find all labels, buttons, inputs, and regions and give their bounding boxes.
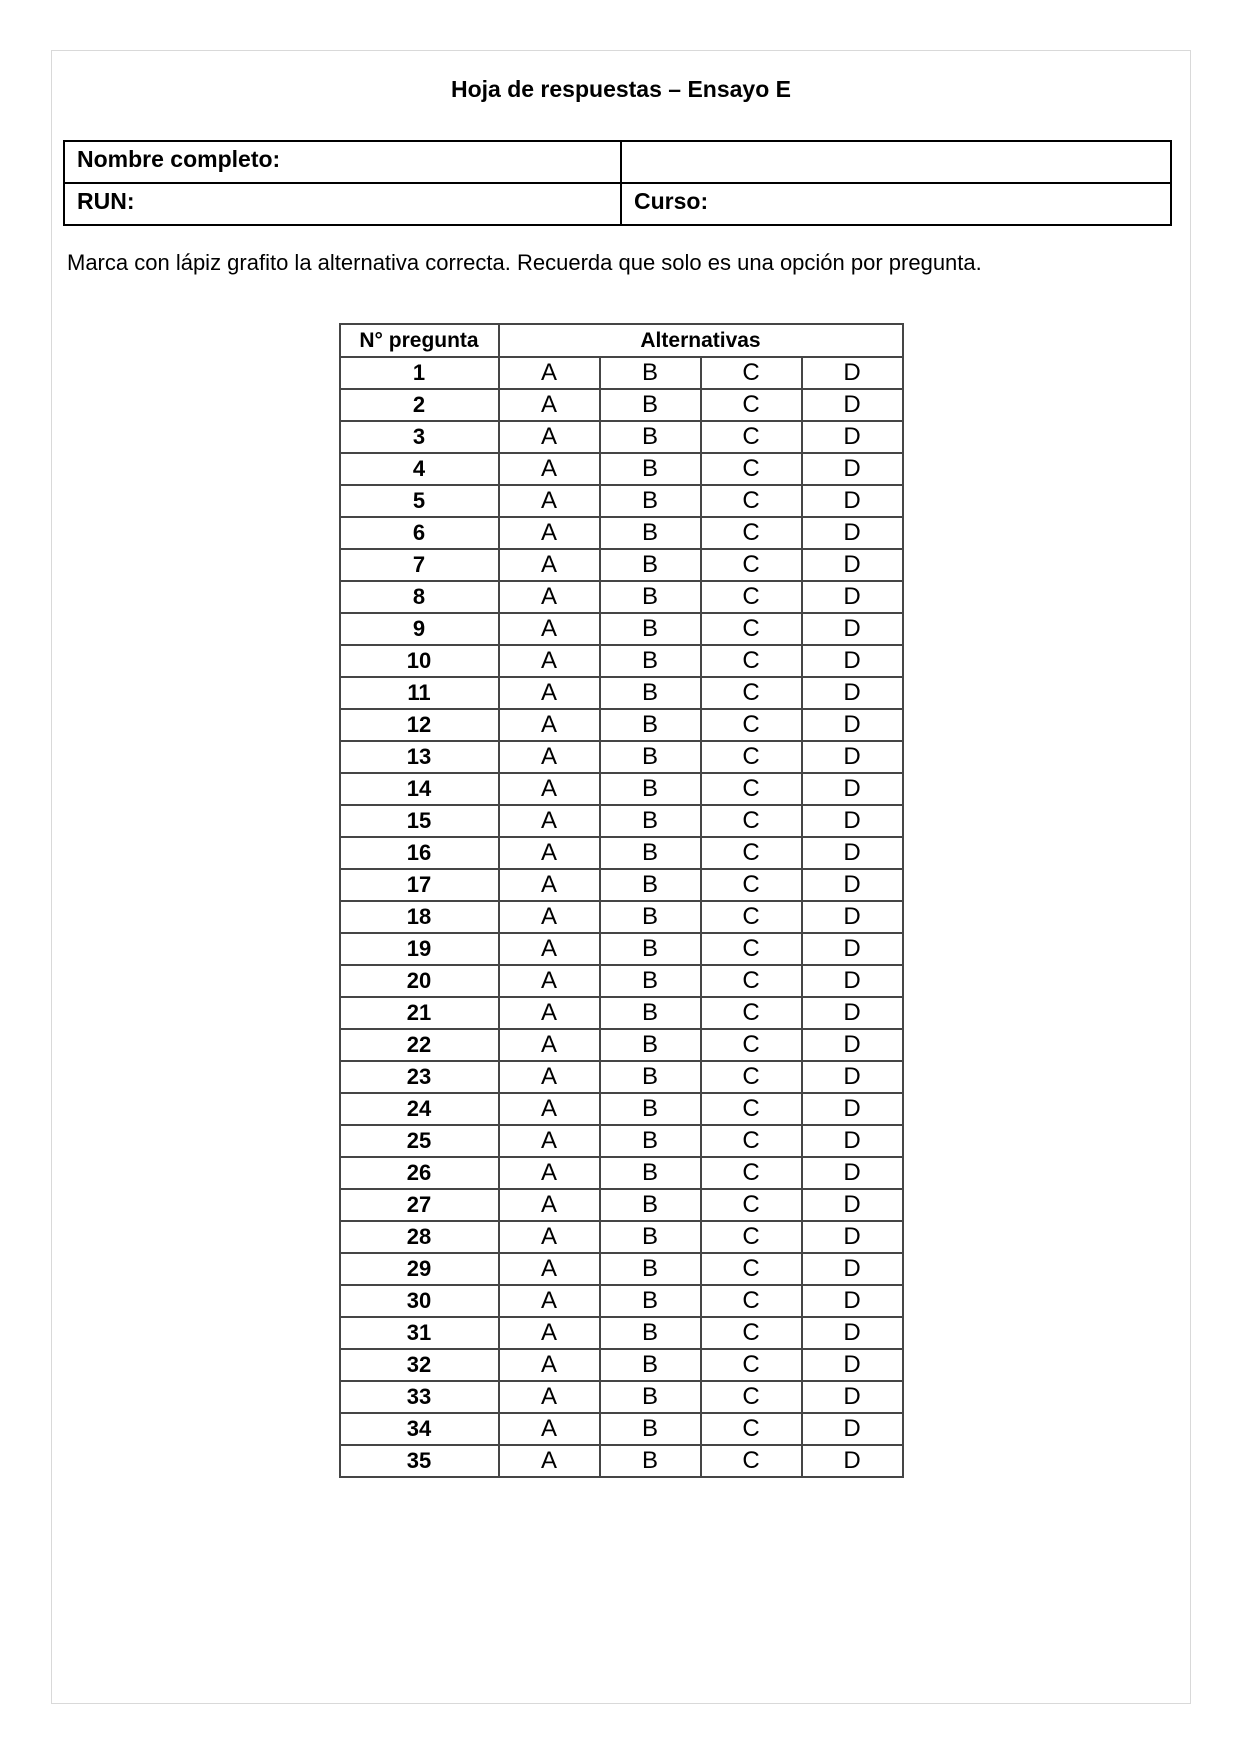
question-number: 7 bbox=[340, 549, 499, 581]
question-number: 11 bbox=[340, 677, 499, 709]
table-row bbox=[340, 1381, 903, 1413]
question-number: 9 bbox=[340, 613, 499, 645]
table-row bbox=[340, 1189, 903, 1221]
alternative-cell-c: C bbox=[701, 1125, 802, 1157]
question-number: 25 bbox=[340, 1125, 499, 1157]
alternative-cell-a: A bbox=[499, 805, 600, 837]
alternative-cell-a: A bbox=[499, 1061, 600, 1093]
alternative-cell-b: B bbox=[600, 773, 701, 805]
alternatives-column-header: Alternativas bbox=[499, 324, 903, 357]
question-number: 27 bbox=[340, 1189, 499, 1221]
alternative-cell-a: A bbox=[499, 613, 600, 645]
table-row bbox=[340, 1445, 903, 1477]
alternative-cell-d: D bbox=[802, 773, 903, 805]
alternative-cell-d: D bbox=[802, 1029, 903, 1061]
question-number: 20 bbox=[340, 965, 499, 997]
alternative-cell-a: A bbox=[499, 997, 600, 1029]
answer-table bbox=[339, 323, 904, 1478]
alternative-cell-a: A bbox=[499, 1349, 600, 1381]
alternative-cell-a: A bbox=[499, 421, 600, 453]
table-row bbox=[340, 965, 903, 997]
table-row bbox=[340, 1221, 903, 1253]
table-row bbox=[340, 901, 903, 933]
table-row bbox=[340, 1157, 903, 1189]
alternative-cell-c: C bbox=[701, 453, 802, 485]
alternative-cell-d: D bbox=[802, 485, 903, 517]
alternative-cell-b: B bbox=[600, 1189, 701, 1221]
alternative-cell-c: C bbox=[701, 901, 802, 933]
alternative-cell-a: A bbox=[499, 1253, 600, 1285]
alternative-cell-b: B bbox=[600, 1381, 701, 1413]
alternative-cell-d: D bbox=[802, 997, 903, 1029]
alternative-cell-d: D bbox=[802, 1317, 903, 1349]
alternative-cell-c: C bbox=[701, 741, 802, 773]
alternative-cell-a: A bbox=[499, 581, 600, 613]
alternative-cell-b: B bbox=[600, 453, 701, 485]
alternative-cell-d: D bbox=[802, 1157, 903, 1189]
alternative-cell-c: C bbox=[701, 709, 802, 741]
question-number: 28 bbox=[340, 1221, 499, 1253]
alternative-cell-d: D bbox=[802, 805, 903, 837]
table-row bbox=[340, 549, 903, 581]
table-row bbox=[340, 1317, 903, 1349]
alternative-cell-b: B bbox=[600, 357, 701, 389]
alternative-cell-c: C bbox=[701, 997, 802, 1029]
alternative-cell-d: D bbox=[802, 1253, 903, 1285]
alternative-cell-b: B bbox=[600, 1221, 701, 1253]
alternative-cell-a: A bbox=[499, 709, 600, 741]
question-number: 23 bbox=[340, 1061, 499, 1093]
alternative-cell-d: D bbox=[802, 1349, 903, 1381]
question-number: 10 bbox=[340, 645, 499, 677]
table-row bbox=[340, 773, 903, 805]
question-number: 31 bbox=[340, 1317, 499, 1349]
alternative-cell-a: A bbox=[499, 1445, 600, 1477]
alternative-cell-a: A bbox=[499, 549, 600, 581]
alternative-cell-c: C bbox=[701, 549, 802, 581]
alternative-cell-b: B bbox=[600, 1157, 701, 1189]
alternative-cell-a: A bbox=[499, 837, 600, 869]
alternative-cell-c: C bbox=[701, 421, 802, 453]
alternative-cell-d: D bbox=[802, 709, 903, 741]
alternative-cell-d: D bbox=[802, 357, 903, 389]
question-number: 30 bbox=[340, 1285, 499, 1317]
table-row bbox=[340, 1349, 903, 1381]
question-number: 3 bbox=[340, 421, 499, 453]
alternative-cell-a: A bbox=[499, 1125, 600, 1157]
question-number: 2 bbox=[340, 389, 499, 421]
alternative-cell-a: A bbox=[499, 965, 600, 997]
alternative-cell-d: D bbox=[802, 549, 903, 581]
alternative-cell-b: B bbox=[600, 1093, 701, 1125]
table-row bbox=[340, 357, 903, 389]
alternative-cell-c: C bbox=[701, 1157, 802, 1189]
question-number: 12 bbox=[340, 709, 499, 741]
alternative-cell-a: A bbox=[499, 1093, 600, 1125]
table-row bbox=[340, 485, 903, 517]
alternative-cell-b: B bbox=[600, 1285, 701, 1317]
question-number: 35 bbox=[340, 1445, 499, 1477]
alternative-cell-d: D bbox=[802, 389, 903, 421]
alternative-cell-a: A bbox=[499, 357, 600, 389]
alternative-cell-b: B bbox=[600, 869, 701, 901]
alternative-cell-b: B bbox=[600, 1029, 701, 1061]
question-number: 26 bbox=[340, 1157, 499, 1189]
question-number: 13 bbox=[340, 741, 499, 773]
alternative-cell-b: B bbox=[600, 613, 701, 645]
alternative-cell-c: C bbox=[701, 1413, 802, 1445]
question-number: 18 bbox=[340, 901, 499, 933]
alternative-cell-a: A bbox=[499, 741, 600, 773]
alternative-cell-c: C bbox=[701, 837, 802, 869]
alternative-cell-b: B bbox=[600, 901, 701, 933]
table-row bbox=[340, 1029, 903, 1061]
alternative-cell-a: A bbox=[499, 1221, 600, 1253]
alternative-cell-b: B bbox=[600, 581, 701, 613]
instruction-text: Marca con lápiz grafito la alternativa correcta. Recuerda que solo es una opción por pregunta. bbox=[67, 250, 982, 275]
alternative-cell-a: A bbox=[499, 1317, 600, 1349]
name-label: Nombre completo: bbox=[64, 141, 621, 183]
alternative-cell-b: B bbox=[600, 1061, 701, 1093]
alternative-cell-d: D bbox=[802, 1285, 903, 1317]
alternative-cell-a: A bbox=[499, 869, 600, 901]
alternative-cell-c: C bbox=[701, 1029, 802, 1061]
alternative-cell-c: C bbox=[701, 517, 802, 549]
alternative-cell-c: C bbox=[701, 805, 802, 837]
alternative-cell-b: B bbox=[600, 741, 701, 773]
name-value-cell bbox=[621, 141, 1171, 183]
alternative-cell-a: A bbox=[499, 1381, 600, 1413]
question-number: 29 bbox=[340, 1253, 499, 1285]
alternative-cell-a: A bbox=[499, 677, 600, 709]
alternative-cell-d: D bbox=[802, 421, 903, 453]
info-row-run-curso bbox=[64, 183, 1171, 225]
question-number: 21 bbox=[340, 997, 499, 1029]
table-row bbox=[340, 1093, 903, 1125]
alternative-cell-a: A bbox=[499, 1285, 600, 1317]
alternative-cell-c: C bbox=[701, 1221, 802, 1253]
curso-label: Curso: bbox=[621, 183, 1171, 225]
question-number: 8 bbox=[340, 581, 499, 613]
alternative-cell-b: B bbox=[600, 485, 701, 517]
question-column-header: N° pregunta bbox=[340, 324, 499, 357]
question-number: 19 bbox=[340, 933, 499, 965]
alternative-cell-d: D bbox=[802, 453, 903, 485]
alternative-cell-d: D bbox=[802, 869, 903, 901]
alternative-cell-d: D bbox=[802, 837, 903, 869]
alternative-cell-b: B bbox=[600, 549, 701, 581]
alternative-cell-d: D bbox=[802, 1413, 903, 1445]
alternative-cell-c: C bbox=[701, 1317, 802, 1349]
alternative-cell-b: B bbox=[600, 1125, 701, 1157]
alternative-cell-c: C bbox=[701, 965, 802, 997]
alternative-cell-c: C bbox=[701, 1061, 802, 1093]
table-row bbox=[340, 645, 903, 677]
table-row bbox=[340, 453, 903, 485]
alternative-cell-d: D bbox=[802, 1445, 903, 1477]
alternative-cell-b: B bbox=[600, 1253, 701, 1285]
alternative-cell-d: D bbox=[802, 581, 903, 613]
alternative-cell-b: B bbox=[600, 1317, 701, 1349]
answer-table-header-row bbox=[340, 324, 903, 357]
alternative-cell-a: A bbox=[499, 1029, 600, 1061]
alternative-cell-b: B bbox=[600, 933, 701, 965]
alternative-cell-c: C bbox=[701, 1381, 802, 1413]
alternative-cell-c: C bbox=[701, 677, 802, 709]
alternative-cell-d: D bbox=[802, 901, 903, 933]
question-number: 22 bbox=[340, 1029, 499, 1061]
question-number: 14 bbox=[340, 773, 499, 805]
table-row bbox=[340, 1285, 903, 1317]
alternative-cell-a: A bbox=[499, 485, 600, 517]
table-row bbox=[340, 837, 903, 869]
alternative-cell-c: C bbox=[701, 389, 802, 421]
question-number: 6 bbox=[340, 517, 499, 549]
alternative-cell-a: A bbox=[499, 1189, 600, 1221]
question-number: 33 bbox=[340, 1381, 499, 1413]
alternative-cell-c: C bbox=[701, 1285, 802, 1317]
table-row bbox=[340, 805, 903, 837]
alternative-cell-b: B bbox=[600, 709, 701, 741]
table-row bbox=[340, 1125, 903, 1157]
alternative-cell-d: D bbox=[802, 613, 903, 645]
question-number: 1 bbox=[340, 357, 499, 389]
alternative-cell-b: B bbox=[600, 1445, 701, 1477]
alternative-cell-c: C bbox=[701, 485, 802, 517]
alternative-cell-c: C bbox=[701, 1189, 802, 1221]
alternative-cell-a: A bbox=[499, 389, 600, 421]
alternative-cell-c: C bbox=[701, 933, 802, 965]
table-row bbox=[340, 581, 903, 613]
alternative-cell-a: A bbox=[499, 933, 600, 965]
alternative-cell-b: B bbox=[600, 389, 701, 421]
question-number: 17 bbox=[340, 869, 499, 901]
document-page bbox=[51, 50, 1191, 1704]
alternative-cell-b: B bbox=[600, 997, 701, 1029]
alternative-cell-c: C bbox=[701, 1445, 802, 1477]
question-number: 32 bbox=[340, 1349, 499, 1381]
alternative-cell-b: B bbox=[600, 1413, 701, 1445]
alternative-cell-a: A bbox=[499, 645, 600, 677]
alternative-cell-d: D bbox=[802, 1221, 903, 1253]
table-row bbox=[340, 933, 903, 965]
alternative-cell-b: B bbox=[600, 837, 701, 869]
alternative-cell-a: A bbox=[499, 773, 600, 805]
alternative-cell-d: D bbox=[802, 1061, 903, 1093]
question-number: 16 bbox=[340, 837, 499, 869]
alternative-cell-d: D bbox=[802, 965, 903, 997]
alternative-cell-d: D bbox=[802, 741, 903, 773]
alternative-cell-d: D bbox=[802, 1381, 903, 1413]
alternative-cell-c: C bbox=[701, 1093, 802, 1125]
question-number: 34 bbox=[340, 1413, 499, 1445]
student-info-table bbox=[63, 140, 1172, 226]
alternative-cell-a: A bbox=[499, 1157, 600, 1189]
alternative-cell-a: A bbox=[499, 517, 600, 549]
alternative-cell-b: B bbox=[600, 677, 701, 709]
table-row bbox=[340, 869, 903, 901]
question-number: 15 bbox=[340, 805, 499, 837]
alternative-cell-b: B bbox=[600, 1349, 701, 1381]
alternative-cell-d: D bbox=[802, 1093, 903, 1125]
question-number: 4 bbox=[340, 453, 499, 485]
alternative-cell-d: D bbox=[802, 1189, 903, 1221]
table-row bbox=[340, 613, 903, 645]
alternative-cell-b: B bbox=[600, 965, 701, 997]
alternative-cell-d: D bbox=[802, 933, 903, 965]
alternative-cell-a: A bbox=[499, 453, 600, 485]
alternative-cell-c: C bbox=[701, 645, 802, 677]
table-row bbox=[340, 1253, 903, 1285]
table-row bbox=[340, 517, 903, 549]
question-number: 5 bbox=[340, 485, 499, 517]
table-row bbox=[340, 1061, 903, 1093]
alternative-cell-c: C bbox=[701, 773, 802, 805]
alternative-cell-b: B bbox=[600, 421, 701, 453]
alternative-cell-b: B bbox=[600, 517, 701, 549]
alternative-cell-c: C bbox=[701, 1253, 802, 1285]
table-row bbox=[340, 997, 903, 1029]
run-label: RUN: bbox=[64, 183, 621, 225]
table-row bbox=[340, 741, 903, 773]
alternative-cell-c: C bbox=[701, 357, 802, 389]
alternative-cell-c: C bbox=[701, 613, 802, 645]
table-row bbox=[340, 709, 903, 741]
alternative-cell-d: D bbox=[802, 645, 903, 677]
table-row bbox=[340, 389, 903, 421]
alternative-cell-c: C bbox=[701, 1349, 802, 1381]
alternative-cell-a: A bbox=[499, 1413, 600, 1445]
table-row bbox=[340, 421, 903, 453]
question-number: 24 bbox=[340, 1093, 499, 1125]
alternative-cell-c: C bbox=[701, 581, 802, 613]
alternative-cell-d: D bbox=[802, 517, 903, 549]
alternative-cell-a: A bbox=[499, 901, 600, 933]
alternative-cell-c: C bbox=[701, 869, 802, 901]
alternative-cell-d: D bbox=[802, 677, 903, 709]
page-title: Hoja de respuestas – Ensayo E bbox=[450, 76, 792, 102]
alternative-cell-d: D bbox=[802, 1125, 903, 1157]
alternative-cell-b: B bbox=[600, 645, 701, 677]
alternative-cell-b: B bbox=[600, 805, 701, 837]
info-row-name bbox=[64, 141, 1171, 183]
table-row bbox=[340, 677, 903, 709]
table-row bbox=[340, 1413, 903, 1445]
